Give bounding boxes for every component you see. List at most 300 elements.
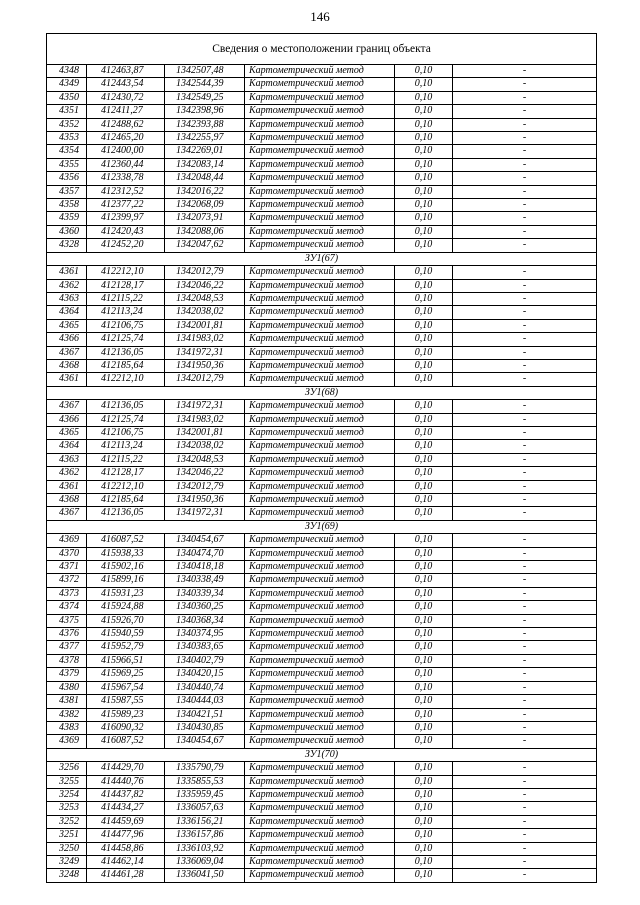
accuracy-cell: 0,10 bbox=[395, 426, 453, 439]
x-coordinate-cell: 412128,17 bbox=[87, 467, 165, 480]
method-cell: Картометрический метод bbox=[245, 708, 395, 721]
point-number-cell: 4350 bbox=[47, 91, 87, 104]
point-number-cell: 4365 bbox=[47, 426, 87, 439]
accuracy-cell: 0,10 bbox=[395, 561, 453, 574]
table-row bbox=[47, 279, 597, 292]
y-coordinate-cell: 1340474,70 bbox=[165, 547, 245, 560]
point-number-cell: 3248 bbox=[47, 869, 87, 882]
description-cell: - bbox=[453, 292, 597, 305]
y-coordinate-cell: 1342046,22 bbox=[165, 467, 245, 480]
point-number-cell: 4363 bbox=[47, 292, 87, 305]
point-number-cell: 3254 bbox=[47, 788, 87, 801]
table-row bbox=[47, 507, 597, 520]
x-coordinate-cell: 412377,22 bbox=[87, 199, 165, 212]
table-row bbox=[47, 574, 597, 587]
point-number-cell: 3249 bbox=[47, 855, 87, 868]
point-number-cell: 4367 bbox=[47, 507, 87, 520]
point-number-cell: 4378 bbox=[47, 654, 87, 667]
x-coordinate-cell: 412125,74 bbox=[87, 413, 165, 426]
description-cell: - bbox=[453, 239, 597, 252]
x-coordinate-cell: 416087,52 bbox=[87, 735, 165, 748]
table-row bbox=[47, 400, 597, 413]
point-number-cell: 4365 bbox=[47, 319, 87, 332]
description-cell: - bbox=[453, 185, 597, 198]
table-row bbox=[47, 359, 597, 372]
accuracy-cell: 0,10 bbox=[395, 775, 453, 788]
table-row bbox=[47, 855, 597, 868]
y-coordinate-cell: 1336157,86 bbox=[165, 829, 245, 842]
table-row bbox=[47, 654, 597, 667]
x-coordinate-cell: 412113,24 bbox=[87, 306, 165, 319]
table-row bbox=[47, 118, 597, 131]
y-coordinate-cell: 1342048,53 bbox=[165, 453, 245, 466]
table-row bbox=[47, 480, 597, 493]
x-coordinate-cell: 412185,64 bbox=[87, 494, 165, 507]
accuracy-cell: 0,10 bbox=[395, 292, 453, 305]
x-coordinate-cell: 415967,54 bbox=[87, 681, 165, 694]
y-coordinate-cell: 1342255,97 bbox=[165, 132, 245, 145]
y-coordinate-cell: 1342016,22 bbox=[165, 185, 245, 198]
method-cell: Картометрический метод bbox=[245, 855, 395, 868]
point-number-cell: 4364 bbox=[47, 306, 87, 319]
page-number: 146 bbox=[310, 9, 330, 24]
method-cell: Картометрический метод bbox=[245, 306, 395, 319]
description-cell: - bbox=[453, 775, 597, 788]
x-coordinate-cell: 412420,43 bbox=[87, 225, 165, 238]
x-coordinate-cell: 415940,59 bbox=[87, 628, 165, 641]
accuracy-cell: 0,10 bbox=[395, 855, 453, 868]
point-number-cell: 4361 bbox=[47, 480, 87, 493]
table-row bbox=[47, 534, 597, 547]
method-cell: Картометрический метод bbox=[245, 547, 395, 560]
y-coordinate-cell: 1340360,25 bbox=[165, 601, 245, 614]
method-cell: Картометрический метод bbox=[245, 185, 395, 198]
accuracy-cell: 0,10 bbox=[395, 400, 453, 413]
description-cell: - bbox=[453, 132, 597, 145]
method-cell: Картометрический метод bbox=[245, 467, 395, 480]
accuracy-cell: 0,10 bbox=[395, 641, 453, 654]
description-cell: - bbox=[453, 507, 597, 520]
point-number-cell: 4370 bbox=[47, 547, 87, 560]
table-row bbox=[47, 453, 597, 466]
y-coordinate-cell: 1336156,21 bbox=[165, 815, 245, 828]
x-coordinate-cell: 414437,82 bbox=[87, 788, 165, 801]
accuracy-cell: 0,10 bbox=[395, 346, 453, 359]
y-coordinate-cell: 1340454,67 bbox=[165, 534, 245, 547]
description-cell: - bbox=[453, 333, 597, 346]
method-cell: Картометрический метод bbox=[245, 762, 395, 775]
description-cell: - bbox=[453, 172, 597, 185]
description-cell: - bbox=[453, 158, 597, 171]
x-coordinate-cell: 412312,52 bbox=[87, 185, 165, 198]
point-number-cell: 4371 bbox=[47, 561, 87, 574]
y-coordinate-cell: 1340374,95 bbox=[165, 628, 245, 641]
point-number-cell: 4368 bbox=[47, 359, 87, 372]
table-row bbox=[47, 346, 597, 359]
x-coordinate-cell: 415902,16 bbox=[87, 561, 165, 574]
description-cell: - bbox=[453, 695, 597, 708]
method-cell: Картометрический метод bbox=[245, 829, 395, 842]
table-row bbox=[47, 601, 597, 614]
table-row bbox=[47, 708, 597, 721]
y-coordinate-cell: 1341972,31 bbox=[165, 507, 245, 520]
accuracy-cell: 0,10 bbox=[395, 735, 453, 748]
method-cell: Картометрический метод bbox=[245, 721, 395, 734]
point-number-cell: 3251 bbox=[47, 829, 87, 842]
table-row bbox=[47, 132, 597, 145]
accuracy-cell: 0,10 bbox=[395, 494, 453, 507]
method-cell: Картометрический метод bbox=[245, 453, 395, 466]
point-number-cell: 4328 bbox=[47, 239, 87, 252]
description-cell: - bbox=[453, 440, 597, 453]
description-cell: - bbox=[453, 279, 597, 292]
point-number-cell: 4379 bbox=[47, 668, 87, 681]
y-coordinate-cell: 1340418,18 bbox=[165, 561, 245, 574]
y-coordinate-cell: 1341983,02 bbox=[165, 333, 245, 346]
x-coordinate-cell: 415989,23 bbox=[87, 708, 165, 721]
point-number-cell: 3253 bbox=[47, 802, 87, 815]
x-coordinate-cell: 412465,20 bbox=[87, 132, 165, 145]
description-cell: - bbox=[453, 815, 597, 828]
x-coordinate-cell: 412136,05 bbox=[87, 507, 165, 520]
x-coordinate-cell: 414477,96 bbox=[87, 829, 165, 842]
y-coordinate-cell: 1342038,02 bbox=[165, 306, 245, 319]
y-coordinate-cell: 1341972,31 bbox=[165, 400, 245, 413]
y-coordinate-cell: 1342398,96 bbox=[165, 105, 245, 118]
x-coordinate-cell: 412212,10 bbox=[87, 266, 165, 279]
y-coordinate-cell: 1336057,63 bbox=[165, 802, 245, 815]
y-coordinate-cell: 1340339,34 bbox=[165, 587, 245, 600]
description-cell: - bbox=[453, 855, 597, 868]
description-cell: - bbox=[453, 105, 597, 118]
table-row bbox=[47, 775, 597, 788]
table-row bbox=[47, 735, 597, 748]
accuracy-cell: 0,10 bbox=[395, 65, 453, 78]
section-label: ЗУ1(67) bbox=[47, 252, 597, 265]
point-number-cell: 4348 bbox=[47, 65, 87, 78]
y-coordinate-cell: 1342001,81 bbox=[165, 426, 245, 439]
x-coordinate-cell: 415931,23 bbox=[87, 587, 165, 600]
point-number-cell: 4380 bbox=[47, 681, 87, 694]
x-coordinate-cell: 412136,05 bbox=[87, 346, 165, 359]
x-coordinate-cell: 414434,27 bbox=[87, 802, 165, 815]
x-coordinate-cell: 412360,44 bbox=[87, 158, 165, 171]
accuracy-cell: 0,10 bbox=[395, 172, 453, 185]
point-number-cell: 4367 bbox=[47, 400, 87, 413]
x-coordinate-cell: 412115,22 bbox=[87, 453, 165, 466]
table-row bbox=[47, 292, 597, 305]
description-cell: - bbox=[453, 681, 597, 694]
table-row bbox=[47, 319, 597, 332]
point-number-cell: 4362 bbox=[47, 467, 87, 480]
method-cell: Картометрический метод bbox=[245, 400, 395, 413]
y-coordinate-cell: 1340421,51 bbox=[165, 708, 245, 721]
point-number-cell: 3252 bbox=[47, 815, 87, 828]
method-cell: Картометрический метод bbox=[245, 91, 395, 104]
method-cell: Картометрический метод bbox=[245, 802, 395, 815]
table-row bbox=[47, 212, 597, 225]
table-row bbox=[47, 105, 597, 118]
description-cell: - bbox=[453, 614, 597, 627]
accuracy-cell: 0,10 bbox=[395, 721, 453, 734]
method-cell: Картометрический метод bbox=[245, 668, 395, 681]
point-number-cell: 4367 bbox=[47, 346, 87, 359]
description-cell: - bbox=[453, 453, 597, 466]
description-cell: - bbox=[453, 78, 597, 91]
accuracy-cell: 0,10 bbox=[395, 534, 453, 547]
x-coordinate-cell: 412128,17 bbox=[87, 279, 165, 292]
point-number-cell: 4361 bbox=[47, 266, 87, 279]
method-cell: Картометрический метод bbox=[245, 346, 395, 359]
description-cell: - bbox=[453, 762, 597, 775]
y-coordinate-cell: 1342549,25 bbox=[165, 91, 245, 104]
x-coordinate-cell: 414458,86 bbox=[87, 842, 165, 855]
accuracy-cell: 0,10 bbox=[395, 695, 453, 708]
y-coordinate-cell: 1342047,62 bbox=[165, 239, 245, 252]
x-coordinate-cell: 415924,88 bbox=[87, 601, 165, 614]
point-number-cell: 4356 bbox=[47, 172, 87, 185]
x-coordinate-cell: 412212,10 bbox=[87, 480, 165, 493]
method-cell: Картометрический метод bbox=[245, 574, 395, 587]
method-cell: Картометрический метод bbox=[245, 413, 395, 426]
table-row bbox=[47, 681, 597, 694]
method-cell: Картометрический метод bbox=[245, 172, 395, 185]
accuracy-cell: 0,10 bbox=[395, 373, 453, 386]
description-cell: - bbox=[453, 118, 597, 131]
accuracy-cell: 0,10 bbox=[395, 199, 453, 212]
x-coordinate-cell: 412430,72 bbox=[87, 91, 165, 104]
y-coordinate-cell: 1340430,85 bbox=[165, 721, 245, 734]
table-row bbox=[47, 494, 597, 507]
description-cell: - bbox=[453, 802, 597, 815]
table-row bbox=[47, 668, 597, 681]
accuracy-cell: 0,10 bbox=[395, 118, 453, 131]
x-coordinate-cell: 412338,78 bbox=[87, 172, 165, 185]
table-row bbox=[47, 239, 597, 252]
x-coordinate-cell: 415952,79 bbox=[87, 641, 165, 654]
description-cell: - bbox=[453, 145, 597, 158]
x-coordinate-cell: 412452,20 bbox=[87, 239, 165, 252]
x-coordinate-cell: 412113,24 bbox=[87, 440, 165, 453]
method-cell: Картометрический метод bbox=[245, 199, 395, 212]
table-row bbox=[47, 721, 597, 734]
y-coordinate-cell: 1336069,04 bbox=[165, 855, 245, 868]
point-number-cell: 4375 bbox=[47, 614, 87, 627]
method-cell: Картометрический метод bbox=[245, 587, 395, 600]
description-cell: - bbox=[453, 708, 597, 721]
description-cell: - bbox=[453, 534, 597, 547]
x-coordinate-cell: 415966,51 bbox=[87, 654, 165, 667]
section-label: ЗУ1(70) bbox=[47, 748, 597, 761]
table-row bbox=[47, 842, 597, 855]
accuracy-cell: 0,10 bbox=[395, 453, 453, 466]
x-coordinate-cell: 415969,25 bbox=[87, 668, 165, 681]
accuracy-cell: 0,10 bbox=[395, 762, 453, 775]
method-cell: Картометрический метод bbox=[245, 628, 395, 641]
x-coordinate-cell: 416087,52 bbox=[87, 534, 165, 547]
description-cell: - bbox=[453, 346, 597, 359]
x-coordinate-cell: 416090,32 bbox=[87, 721, 165, 734]
method-cell: Картометрический метод bbox=[245, 534, 395, 547]
y-coordinate-cell: 1340454,67 bbox=[165, 735, 245, 748]
description-cell: - bbox=[453, 212, 597, 225]
x-coordinate-cell: 412106,75 bbox=[87, 319, 165, 332]
table-row bbox=[47, 172, 597, 185]
point-number-cell: 4357 bbox=[47, 185, 87, 198]
x-coordinate-cell: 414461,28 bbox=[87, 869, 165, 882]
x-coordinate-cell: 412399,97 bbox=[87, 212, 165, 225]
y-coordinate-cell: 1342012,79 bbox=[165, 480, 245, 493]
point-number-cell: 4383 bbox=[47, 721, 87, 734]
y-coordinate-cell: 1342068,09 bbox=[165, 199, 245, 212]
method-cell: Картометрический метод bbox=[245, 494, 395, 507]
table-row bbox=[47, 440, 597, 453]
description-cell: - bbox=[453, 494, 597, 507]
accuracy-cell: 0,10 bbox=[395, 507, 453, 520]
accuracy-cell: 0,10 bbox=[395, 158, 453, 171]
description-cell: - bbox=[453, 306, 597, 319]
point-number-cell: 4361 bbox=[47, 373, 87, 386]
method-cell: Картометрический метод bbox=[245, 225, 395, 238]
x-coordinate-cell: 412106,75 bbox=[87, 426, 165, 439]
description-cell: - bbox=[453, 319, 597, 332]
accuracy-cell: 0,10 bbox=[395, 480, 453, 493]
method-cell: Картометрический метод bbox=[245, 145, 395, 158]
table-row bbox=[47, 413, 597, 426]
method-cell: Картометрический метод bbox=[245, 373, 395, 386]
accuracy-cell: 0,10 bbox=[395, 869, 453, 882]
method-cell: Картометрический метод bbox=[245, 292, 395, 305]
table-row bbox=[47, 158, 597, 171]
accuracy-cell: 0,10 bbox=[395, 654, 453, 667]
accuracy-cell: 0,10 bbox=[395, 413, 453, 426]
accuracy-cell: 0,10 bbox=[395, 185, 453, 198]
method-cell: Картометрический метод bbox=[245, 775, 395, 788]
point-number-cell: 4354 bbox=[47, 145, 87, 158]
boundary-points-table bbox=[46, 33, 597, 883]
description-cell: - bbox=[453, 225, 597, 238]
description-cell: - bbox=[453, 829, 597, 842]
point-number-cell: 4352 bbox=[47, 118, 87, 131]
y-coordinate-cell: 1340402,79 bbox=[165, 654, 245, 667]
table-row bbox=[47, 225, 597, 238]
method-cell: Картометрический метод bbox=[245, 601, 395, 614]
description-cell: - bbox=[453, 91, 597, 104]
description-cell: - bbox=[453, 601, 597, 614]
y-coordinate-cell: 1340444,03 bbox=[165, 695, 245, 708]
y-coordinate-cell: 1342001,81 bbox=[165, 319, 245, 332]
x-coordinate-cell: 412488,62 bbox=[87, 118, 165, 131]
section-row bbox=[47, 386, 597, 399]
point-number-cell: 4359 bbox=[47, 212, 87, 225]
section-row bbox=[47, 520, 597, 533]
accuracy-cell: 0,10 bbox=[395, 333, 453, 346]
description-cell: - bbox=[453, 199, 597, 212]
y-coordinate-cell: 1342269,01 bbox=[165, 145, 245, 158]
table-row bbox=[47, 829, 597, 842]
method-cell: Картометрический метод bbox=[245, 561, 395, 574]
accuracy-cell: 0,10 bbox=[395, 802, 453, 815]
table-row bbox=[47, 614, 597, 627]
point-number-cell: 4364 bbox=[47, 440, 87, 453]
method-cell: Картометрический метод bbox=[245, 333, 395, 346]
x-coordinate-cell: 412185,64 bbox=[87, 359, 165, 372]
y-coordinate-cell: 1342393,88 bbox=[165, 118, 245, 131]
y-coordinate-cell: 1340368,34 bbox=[165, 614, 245, 627]
method-cell: Картометрический метод bbox=[245, 641, 395, 654]
table-row bbox=[47, 788, 597, 801]
description-cell: - bbox=[453, 65, 597, 78]
method-cell: Картометрический метод bbox=[245, 65, 395, 78]
point-number-cell: 3255 bbox=[47, 775, 87, 788]
description-cell: - bbox=[453, 587, 597, 600]
x-coordinate-cell: 414462,14 bbox=[87, 855, 165, 868]
accuracy-cell: 0,10 bbox=[395, 547, 453, 560]
accuracy-cell: 0,10 bbox=[395, 467, 453, 480]
point-number-cell: 4369 bbox=[47, 735, 87, 748]
table-row bbox=[47, 426, 597, 439]
table-row bbox=[47, 373, 597, 386]
accuracy-cell: 0,10 bbox=[395, 145, 453, 158]
section-row bbox=[47, 252, 597, 265]
point-number-cell: 4377 bbox=[47, 641, 87, 654]
method-cell: Картометрический метод bbox=[245, 440, 395, 453]
description-cell: - bbox=[453, 373, 597, 386]
accuracy-cell: 0,10 bbox=[395, 668, 453, 681]
description-cell: - bbox=[453, 735, 597, 748]
accuracy-cell: 0,10 bbox=[395, 829, 453, 842]
point-number-cell: 4372 bbox=[47, 574, 87, 587]
accuracy-cell: 0,10 bbox=[395, 279, 453, 292]
description-cell: - bbox=[453, 721, 597, 734]
accuracy-cell: 0,10 bbox=[395, 842, 453, 855]
method-cell: Картометрический метод bbox=[245, 735, 395, 748]
y-coordinate-cell: 1336041,50 bbox=[165, 869, 245, 882]
x-coordinate-cell: 412136,05 bbox=[87, 400, 165, 413]
point-number-cell: 4358 bbox=[47, 199, 87, 212]
point-number-cell: 4369 bbox=[47, 534, 87, 547]
method-cell: Картометрический метод bbox=[245, 788, 395, 801]
table-row bbox=[47, 145, 597, 158]
section-label: ЗУ1(69) bbox=[47, 520, 597, 533]
method-cell: Картометрический метод bbox=[245, 480, 395, 493]
y-coordinate-cell: 1342012,79 bbox=[165, 266, 245, 279]
accuracy-cell: 0,10 bbox=[395, 225, 453, 238]
y-coordinate-cell: 1342507,48 bbox=[165, 65, 245, 78]
method-cell: Картометрический метод bbox=[245, 614, 395, 627]
description-cell: - bbox=[453, 413, 597, 426]
x-coordinate-cell: 415926,70 bbox=[87, 614, 165, 627]
point-number-cell: 4351 bbox=[47, 105, 87, 118]
x-coordinate-cell: 412463,87 bbox=[87, 65, 165, 78]
y-coordinate-cell: 1341950,36 bbox=[165, 359, 245, 372]
table-row bbox=[47, 199, 597, 212]
y-coordinate-cell: 1342038,02 bbox=[165, 440, 245, 453]
table-row bbox=[47, 91, 597, 104]
table-body bbox=[47, 34, 597, 883]
x-coordinate-cell: 414440,76 bbox=[87, 775, 165, 788]
table-row bbox=[47, 802, 597, 815]
x-coordinate-cell: 414459,69 bbox=[87, 815, 165, 828]
description-cell: - bbox=[453, 869, 597, 882]
accuracy-cell: 0,10 bbox=[395, 601, 453, 614]
accuracy-cell: 0,10 bbox=[395, 212, 453, 225]
table-row bbox=[47, 467, 597, 480]
description-cell: - bbox=[453, 561, 597, 574]
y-coordinate-cell: 1341950,36 bbox=[165, 494, 245, 507]
description-cell: - bbox=[453, 400, 597, 413]
description-cell: - bbox=[453, 654, 597, 667]
